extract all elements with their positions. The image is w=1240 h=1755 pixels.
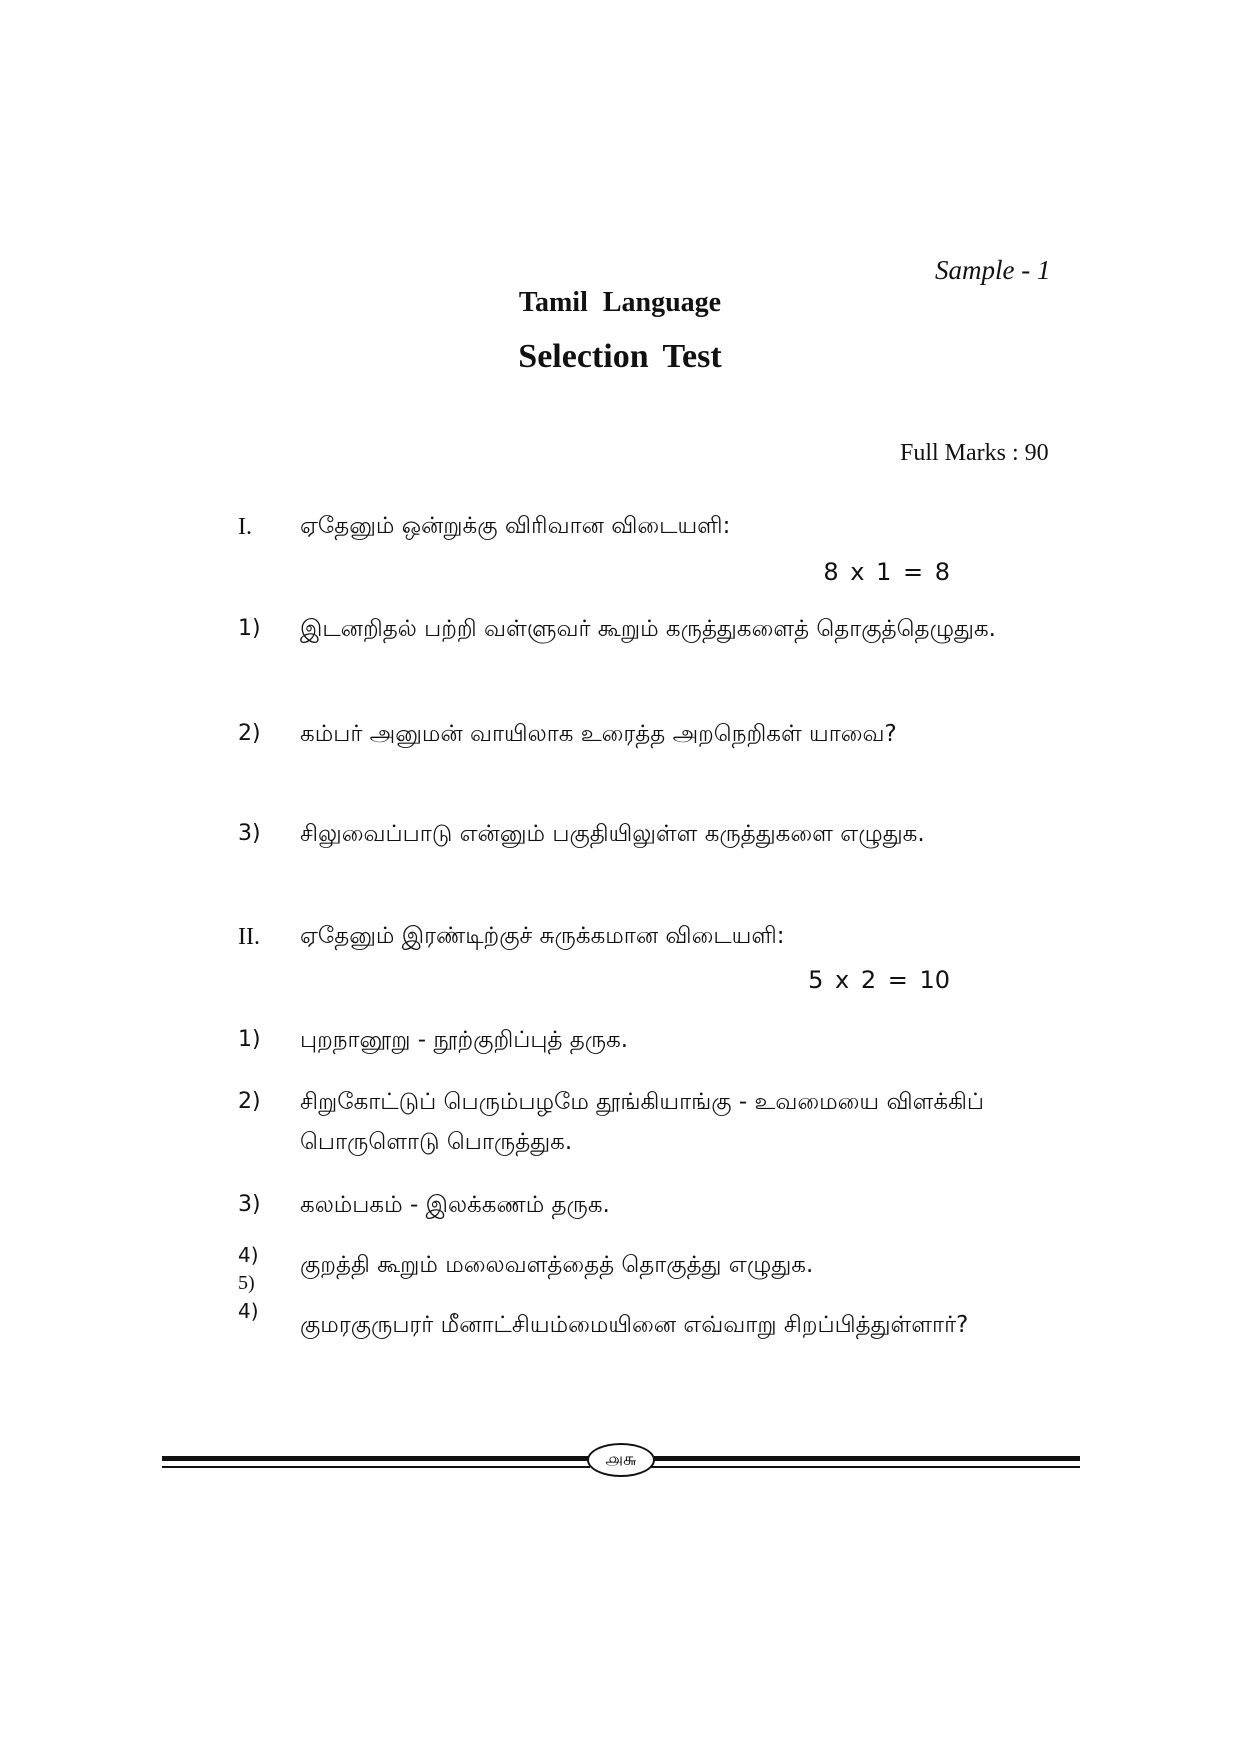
section-2-question-4-number: 4) <box>238 1243 259 1267</box>
section-2-question-6-number: 4) <box>238 1299 259 1323</box>
section-1-question-1-text: இடனறிதல் பற்றி வள்ளுவர் கூறும் கருத்துகளைத் தொகுத்தெழுதுக. <box>300 616 996 642</box>
section-1-instruction: ஏதேனும் ஒன்றுக்கு விரிவான விடையளி: <box>300 513 731 539</box>
document-title: Tamil Language <box>518 287 722 318</box>
section-1-question-1-number: 1) <box>238 616 261 641</box>
section-2-marks: 5 x 2 = 10 <box>808 966 950 994</box>
footer-rule-left <box>162 1456 590 1461</box>
section-1-question-2-text: கம்பர் அனுமன் வாயிலாக உரைத்த அறநெறிகள் யாவை? <box>300 721 897 747</box>
section-2-question-4-text: குறத்தி கூறும் மலைவளத்தைத் தொகுத்து எழுதுக. <box>300 1252 814 1278</box>
section-2-question-2-number: 2) <box>238 1089 261 1114</box>
section-2-question-1-text: புறநானூறு - நூற்குறிப்புத் தருக. <box>300 1027 629 1053</box>
sample-label: Sample - 1 <box>935 255 1051 285</box>
section-2-question-6-text: குமரகுருபரர் மீனாட்சியம்மையினை எவ்வாறு சிறப்பித்துள்ளார்? <box>300 1312 969 1338</box>
section-2-question-3-text: கலம்பகம் - இலக்கணம் தருக. <box>300 1192 610 1218</box>
page-number-badge: ௮௬ <box>587 1443 655 1477</box>
section-1-question-3-text: சிலுவைப்பாடு என்னும் பகுதியிலுள்ள கருத்துகளை எழுதுக. <box>300 821 925 847</box>
full-marks: Full Marks : 90 <box>900 440 1049 466</box>
section-2-instruction: ஏதேனும் இரண்டிற்குச் சுருக்கமான விடையளி: <box>300 923 785 949</box>
section-1-question-3-number: 3) <box>238 821 261 846</box>
section-1-question-2-number: 2) <box>238 721 261 746</box>
section-1-number: I. <box>238 514 252 540</box>
section-1-marks: 8 x 1 = 8 <box>823 558 950 586</box>
section-2-question-5-number: 5) <box>238 1272 255 1294</box>
section-2-question-1-number: 1) <box>238 1027 261 1052</box>
section-2-number: II. <box>238 924 260 950</box>
document-subtitle: Selection Test <box>518 338 722 375</box>
section-2-question-2-text: சிறுகோட்டுப் பெரும்பழமே தூங்கியாங்கு - உவமையை விளக்கிப் பொருளொடு பொருத்துக. <box>300 1089 985 1155</box>
section-2-question-3-number: 3) <box>238 1192 261 1217</box>
footer-rule-right <box>650 1456 1080 1461</box>
